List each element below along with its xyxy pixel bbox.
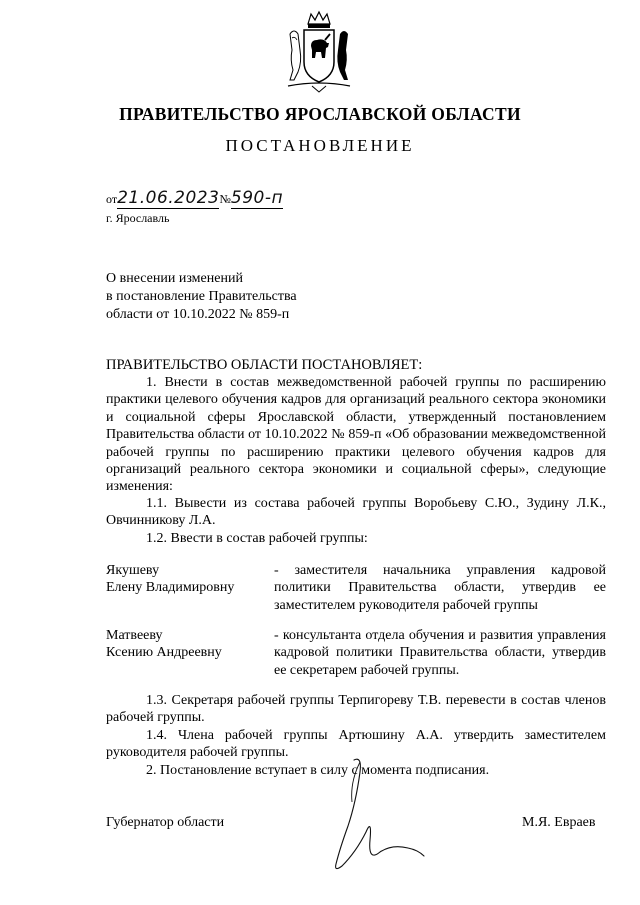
handwritten-date: 21.06.2023 xyxy=(117,188,220,208)
decree-header: ПРАВИТЕЛЬСТВО ОБЛАСТИ ПОСТАНОВЛЯЕТ: xyxy=(106,357,423,373)
paragraph-1-3: 1.3. Секретаря рабочей группы Терпигореву Т.В. перевести в состав членов рабочей группы. xyxy=(106,693,606,726)
paragraph-1-1: 1.1. Вывести из состава рабочей группы Воробьеву С.Ю., Зудину Л.К., Овчинникову Л.А. xyxy=(106,496,606,529)
signatory-position: Губернатор области xyxy=(106,815,225,830)
subject-block xyxy=(106,270,297,324)
organization-title: ПРАВИТЕЛЬСТВО ЯРОСЛАВСКОЙ ОБЛАСТИ xyxy=(119,104,521,124)
paragraph-2: 2. Постановление вступает в силу с момента подписания. xyxy=(146,763,490,778)
member-name: Якушеву Елену Владимировну xyxy=(106,563,235,596)
subject-line: в постановление Правительства xyxy=(106,289,297,304)
subject-line: области от 10.10.2022 № 859-п xyxy=(106,307,290,322)
signatory-name: М.Я. Евраев xyxy=(522,815,596,830)
member-name: Матвееву Ксению Андреевну xyxy=(106,628,222,661)
paragraph-1-4: 1.4. Члена рабочей группы Артюшину А.А. утвердить заместителем руководителя рабочей группы. xyxy=(106,728,606,761)
paragraph-1-2: 1.2. Ввести в состав рабочей группы: xyxy=(146,531,368,546)
handwritten-signature xyxy=(320,752,430,882)
coat-of-arms-emblem xyxy=(284,10,354,94)
member-role: - консультанта отдела обучения и развития управления кадровой политики Правительства области, утвердив ее секретарем рабочей группы. xyxy=(274,628,606,678)
member-role: - заместителя начальника управления кадровой политики Правительства области, утвердив ее заместителем руководителя рабочей группы xyxy=(274,563,606,613)
subject-line: О внесении изменений xyxy=(106,271,243,286)
handwritten-number: 590-п xyxy=(230,188,284,208)
city: г. Ярославль xyxy=(106,211,170,225)
paragraph-1: 1. Внести в состав межведомственной рабочей группы по расширению практики целевого обучения кадров для организаций реального сектора экономики и социальной сферы Ярославской области, утвержденный постановлением Правительства области от 10.10.2022 № 859-п «Об образовании межведомственной рабочей группы по расширению практики целевого обучения кадров для организаций реального сектора экономики и социальной сферы», следующие изменения: xyxy=(106,375,606,495)
document-type: ПОСТАНОВЛЕНИЕ xyxy=(225,136,415,155)
date-number-line xyxy=(106,188,283,209)
number-prefix: № xyxy=(219,192,231,206)
date-prefix: от xyxy=(106,192,118,206)
